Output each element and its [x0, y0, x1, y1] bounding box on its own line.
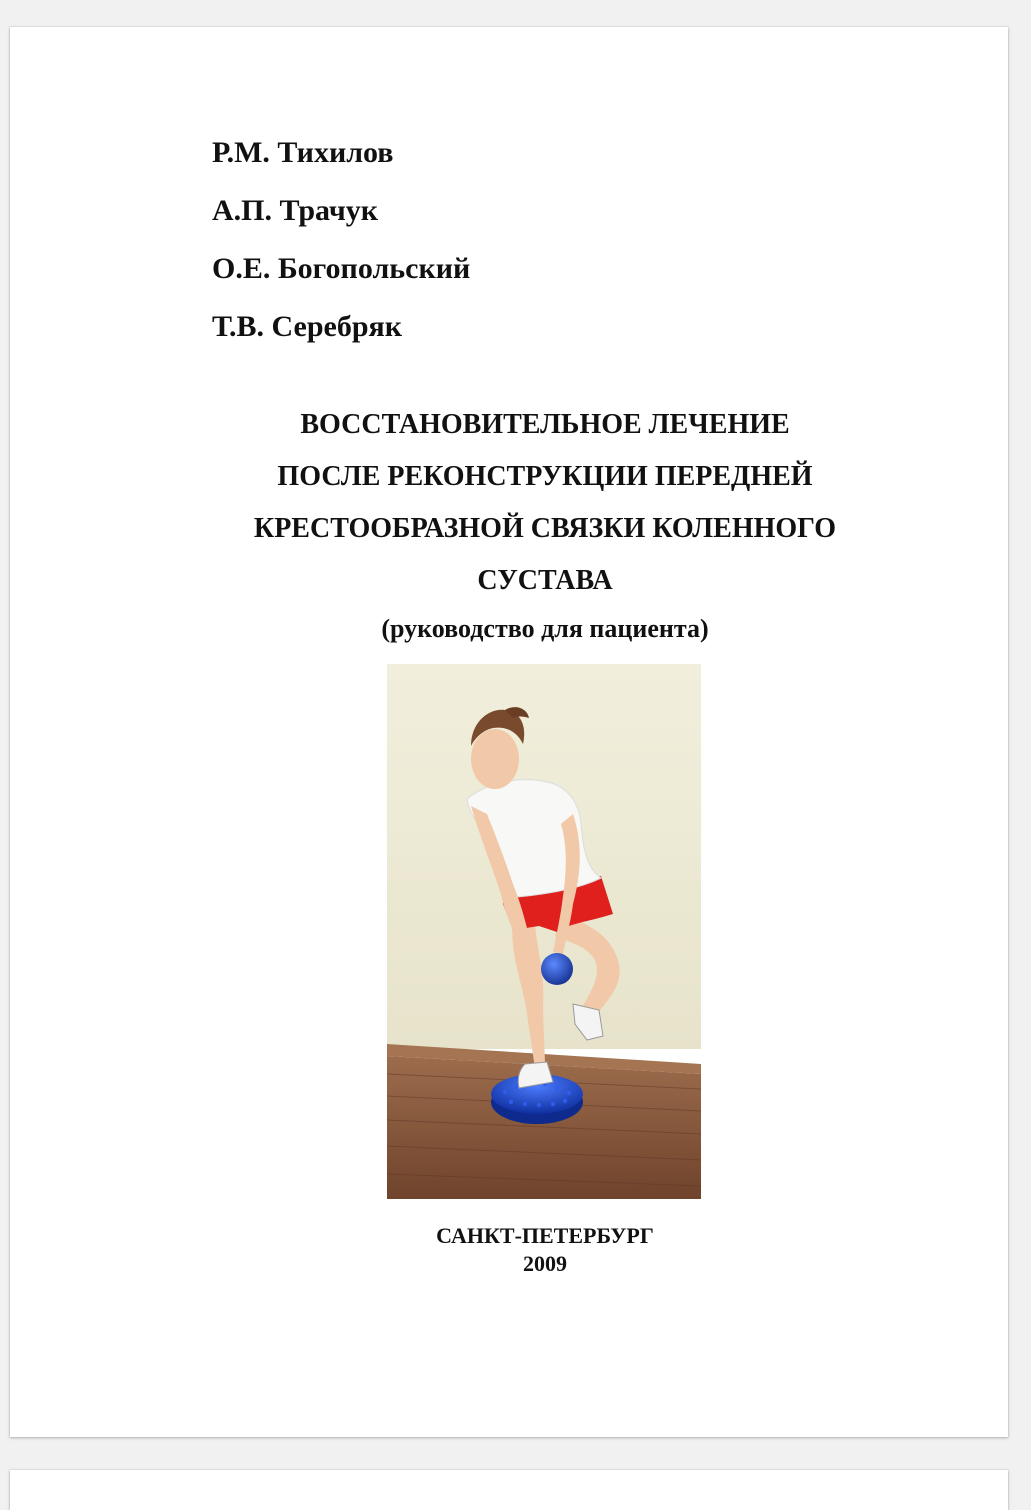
title-line: КРЕСТООБРАЗНОЙ СВЯЗКИ КОЛЕННОГО	[253, 513, 837, 544]
title-line: СУСТАВА	[477, 565, 613, 596]
document-page	[10, 27, 1008, 1437]
author-name: О.Е. Богопольский	[212, 252, 471, 285]
cover-photo	[387, 664, 701, 1199]
publication-city: САНКТ-ПЕТЕРБУРГ	[436, 1223, 654, 1248]
author-list	[212, 124, 470, 356]
next-page-edge	[10, 1470, 1008, 1510]
title-line: ПОСЛЕ РЕКОНСТРУКЦИИ ПЕРЕДНЕЙ	[277, 461, 813, 492]
imprint	[10, 1222, 1031, 1278]
title-line: ВОССТАНОВИТЕЛЬНОЕ ЛЕЧЕНИЕ	[300, 409, 790, 440]
publication-year: 2009	[523, 1251, 567, 1276]
document-subtitle: (руководство для пациента)	[381, 614, 709, 643]
document-title	[10, 399, 1031, 651]
author-name: А.П. Трачук	[212, 194, 379, 227]
author-name: Р.М. Тихилов	[212, 136, 394, 169]
author-name: Т.В. Серебряк	[212, 310, 403, 343]
exercise-photo-icon	[387, 664, 701, 1199]
